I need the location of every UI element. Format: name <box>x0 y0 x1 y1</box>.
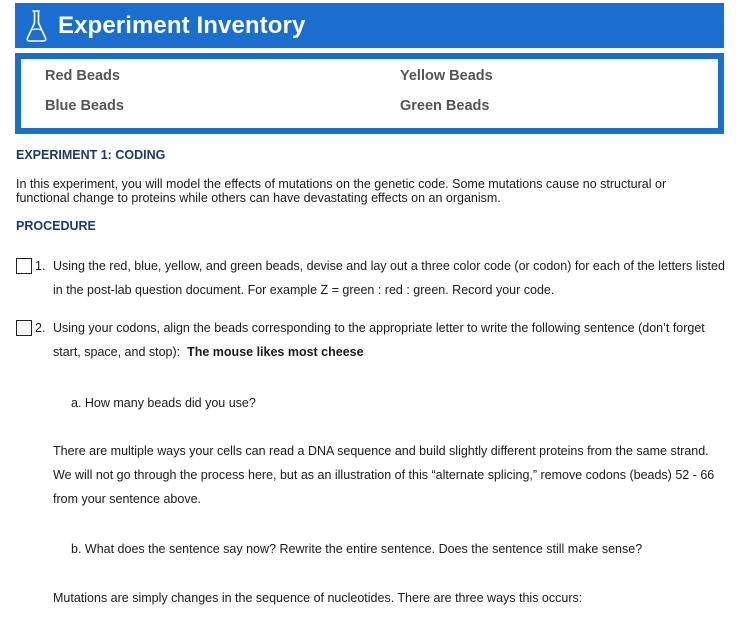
experiment-heading: EXPERIMENT 1: CODING <box>16 148 166 162</box>
inventory-item-green-beads: Green Beads <box>400 98 490 114</box>
step-2-text <box>53 316 728 364</box>
procedure-heading: PROCEDURE <box>16 219 96 233</box>
step-2-instruction: Using your codons, align the beads corresponding to the appropriate letter to write the following sentence (don’t forget start, space, and stop): <box>53 321 705 359</box>
inventory-header <box>15 3 724 48</box>
mutations-paragraph: Mutations are simply changes in the sequence of nucleotides. There are three ways this occurs: <box>53 591 583 605</box>
step-2-sentence: The mouse likes most cheese <box>187 345 364 359</box>
step-1-number: 1. <box>35 259 46 273</box>
inventory-box <box>15 53 724 134</box>
splicing-paragraph: There are multiple ways your cells can read a DNA sequence and build slightly different proteins from the same strand. We will not go through the process here, but as an illustration of this “alternate splicing,” remove codons (beads) 52 - 66 from your sentence above. <box>53 444 715 506</box>
step-2-number: 2. <box>35 321 46 335</box>
inventory-item-red-beads: Red Beads <box>45 68 120 84</box>
inventory-item-yellow-beads: Yellow Beads <box>400 68 493 84</box>
step-1-checkbox[interactable] <box>16 258 32 274</box>
page-title: Experiment Inventory <box>58 11 306 39</box>
experiment-intro: In this experiment, you will model the effects of mutations on the genetic code. Some mutations cause no structural or functional change to proteins while others can have devastating effects on an organism. <box>16 177 667 205</box>
question-a: a. How many beads did you use? <box>71 396 256 410</box>
question-b: b. What does the sentence say now? Rewrite the entire sentence. Does the sentence still make sense? <box>71 542 643 556</box>
inventory-item-blue-beads: Blue Beads <box>45 98 124 114</box>
step-2-checkbox[interactable] <box>16 320 32 336</box>
flask-icon <box>24 8 50 44</box>
step-1-text: Using the red, blue, yellow, and green beads, devise and lay out a three color code (or codon) for each of the letters listed in the post-lab question document. For example Z = green : red : green. Record your code. <box>53 259 725 297</box>
